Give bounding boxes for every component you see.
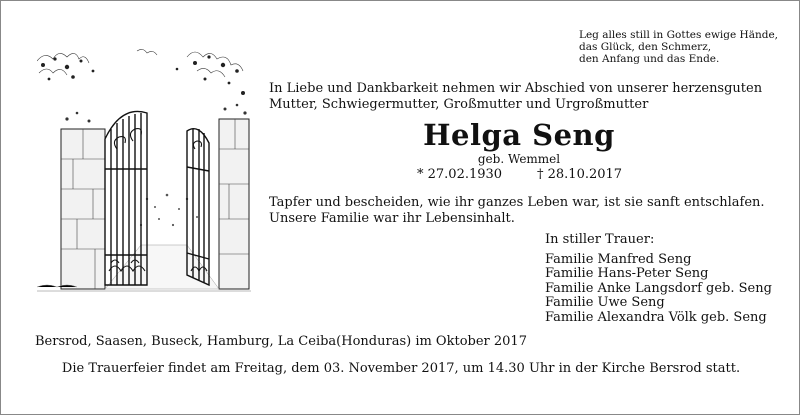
mourner-family: Familie Hans-Peter Seng: [545, 266, 709, 281]
verse-line: Leg alles still in Gottes ewige Hände,: [579, 29, 779, 41]
intro-text: [269, 81, 769, 113]
garden-gate-illustration: [37, 49, 251, 295]
verse-line: den Anfang und das Ende.: [579, 53, 720, 65]
mourner-family: Familie Manfred Seng: [545, 251, 692, 267]
places-and-date: Bersrod, Saasen, Buseck, Hamburg, La Ceiba(Honduras) im Oktober 2017: [35, 334, 527, 349]
mourner-family: Familie Uwe Seng: [545, 295, 665, 310]
mourner-family: Familie Alexandra Völk geb. Seng: [545, 309, 767, 325]
mourners-heading: In stiller Trauer:: [545, 232, 655, 247]
intro-line: In Liebe und Dankbarkeit nehmen wir Abschied von unserer herzensguten: [269, 81, 763, 96]
verse-line: das Glück, den Schmerz,: [579, 41, 712, 53]
maiden-name: geb. Wemmel: [477, 152, 561, 166]
tribute-line: Tapfer und bescheiden, wie ihr ganzes Leben war, ist sie sanft entschlafen.: [269, 195, 765, 210]
mourners-block: [545, 233, 785, 325]
intro-line: Mutter, Schwiegermutter, Großmutter und Urgroßmutter: [269, 97, 649, 112]
tribute-text: [269, 195, 769, 227]
funeral-announcement: Die Trauerfeier findet am Freitag, dem 03. November 2017, um 14.30 Uhr in der Kirche Bersrod statt.: [61, 361, 741, 376]
tribute-line: Unsere Familie war ihr Lebensinhalt.: [269, 211, 515, 226]
mourners-list: [545, 253, 785, 326]
verse: [579, 29, 789, 65]
birth-date: * 27.02.1930: [417, 167, 503, 182]
deceased-name: Helga Seng: [423, 118, 615, 152]
mourner-family: Familie Anke Langsdorf geb. Seng: [545, 280, 772, 296]
death-date: † 28.10.2017: [537, 167, 623, 182]
